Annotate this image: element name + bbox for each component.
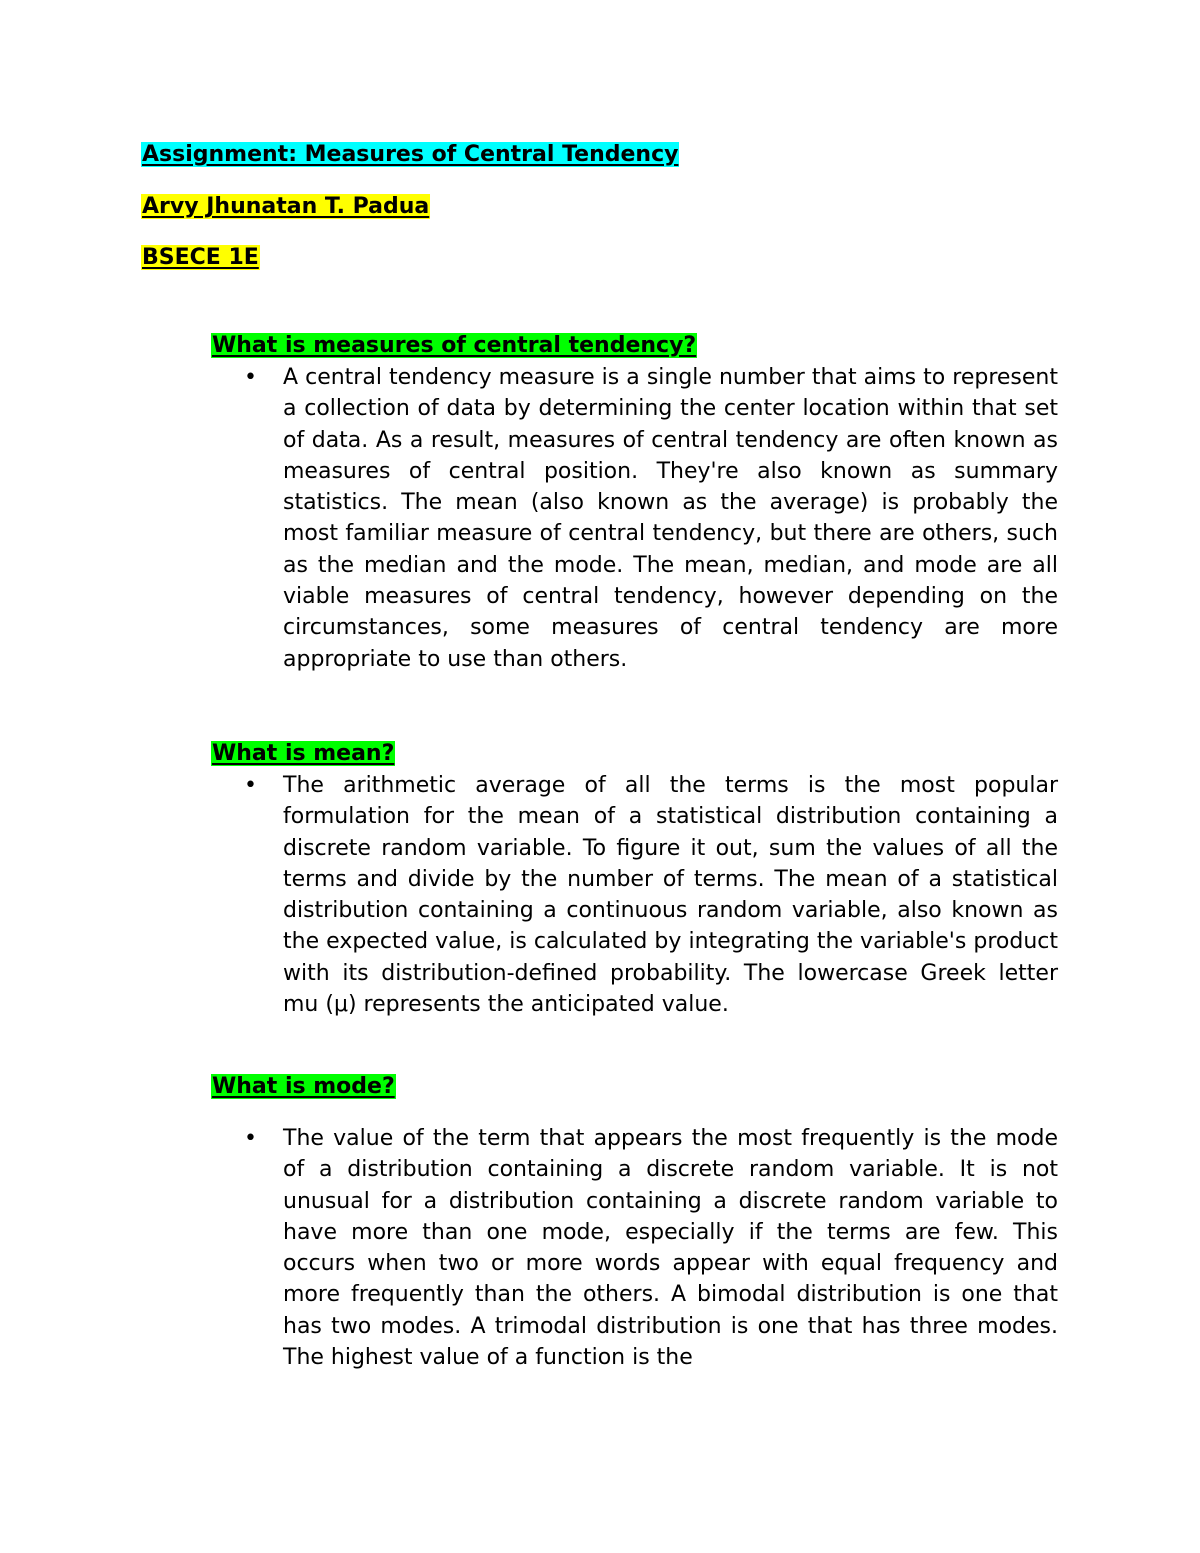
section-heading-text: What is mode?	[212, 1074, 395, 1099]
section-heading-mode	[211, 1073, 396, 1101]
section-heading-central-tendency	[211, 332, 697, 360]
section-heading-text: What is measures of central tendency?	[212, 333, 697, 358]
bullet-item-mode	[244, 1123, 1058, 1373]
class-section-text: BSECE 1E	[142, 245, 259, 270]
author-name	[141, 193, 430, 221]
bullet-icon: •	[244, 773, 257, 798]
paragraph-mode: The value of the term that appears the most frequently is the mode of a distribution containing a discrete random variable. It is not unusual for a distribution containing a discrete random variable to have more than one mode, especially if the terms are few. This occurs when two or more words appear with equal frequency and more frequently than the others. A bimodal distribution is one that has two modes. A trimodal distribution is one that has three modes. The highest value of a function is the	[283, 1126, 1058, 1371]
section-heading-text: What is mean?	[212, 741, 395, 766]
author-name-text: Arvy Jhunatan T. Padua	[142, 194, 430, 219]
assignment-title	[141, 141, 679, 169]
class-section	[141, 244, 260, 272]
bullet-item-mean	[244, 770, 1058, 1020]
bullet-icon: •	[244, 1126, 257, 1151]
bullet-icon: •	[244, 365, 257, 390]
paragraph-central-tendency: A central tendency measure is a single number that aims to represent a collection of data by determining the center location within that set of data. As a result, measures of central tendency are often known as measures of central position. They're also known as summary statistics. The mean (also known as the average) is probably the most familiar measure of central tendency, but there are others, such as the median and the mode. The mean, median, and mode are all viable measures of central tendency, however depending on the circumstances, some measures of central tendency are more appropriate to use than others.	[283, 365, 1058, 672]
section-heading-mean	[211, 740, 395, 768]
assignment-title-text: Assignment: Measures of Central Tendency	[142, 142, 679, 167]
paragraph-mean: The arithmetic average of all the terms is the most popular formulation for the mean of a statistical distribution containing a discrete random variable. To figure it out, sum the values of all the terms and divide by the number of terms. The mean of a statistical distribution containing a continuous random variable, also known as the expected value, is calculated by integrating the variable's product with its distribution-defined probability. The lowercase Greek letter mu (μ) represents the anticipated value.	[283, 773, 1058, 1018]
bullet-item-central-tendency	[244, 362, 1058, 675]
